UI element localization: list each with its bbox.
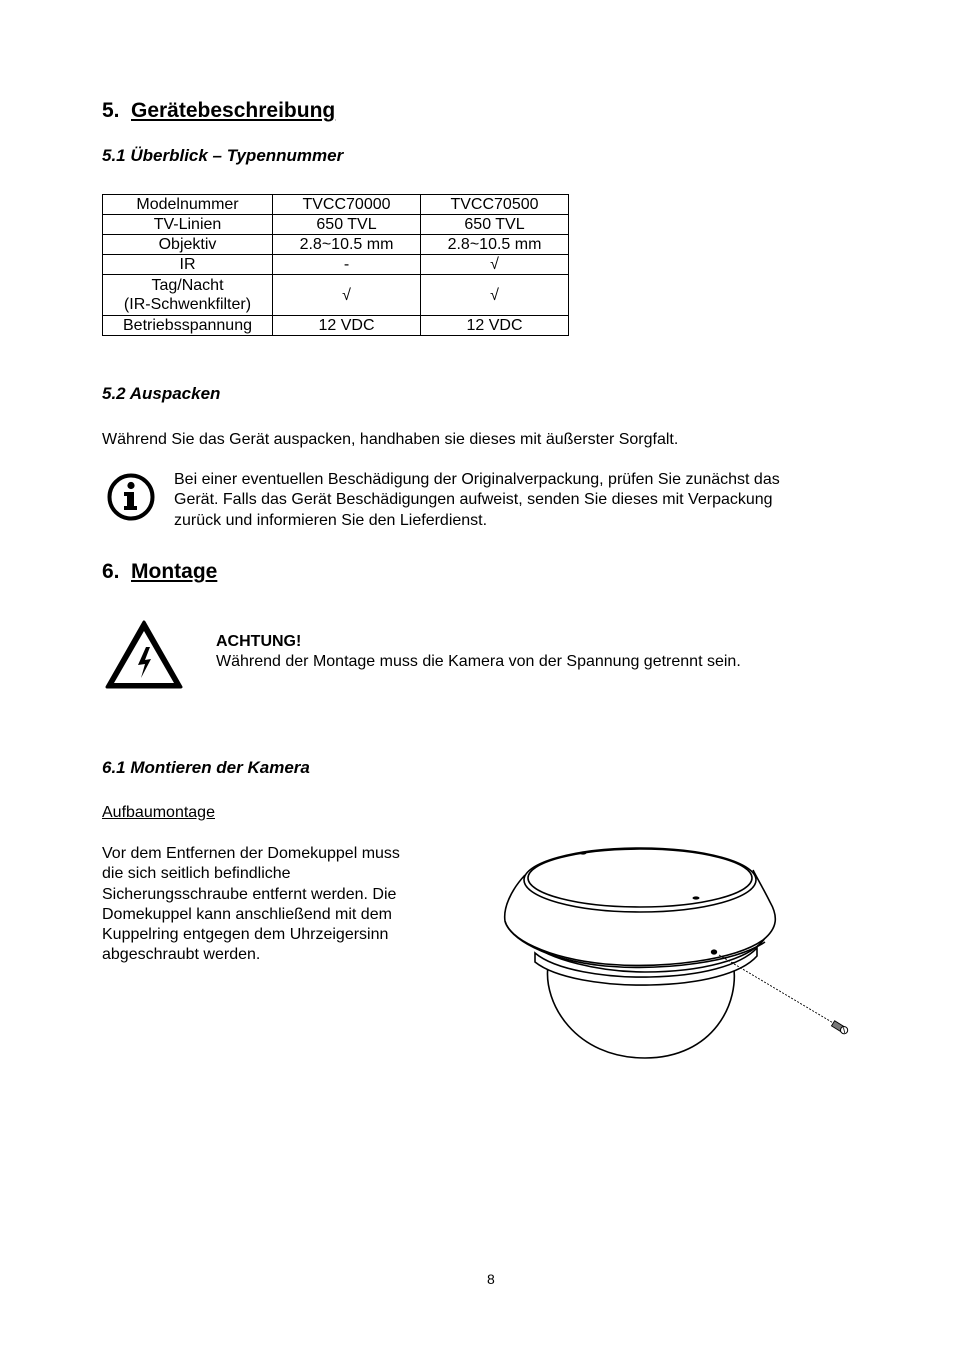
mounting-text-line: Sicherungsschraube entfernt werden. Die: [102, 885, 397, 903]
mounting-text-line: abgeschraubt werden.: [102, 946, 261, 964]
table-cell-line: Tag/Nacht: [151, 277, 224, 294]
table-cell: IR: [103, 255, 273, 275]
table-row: [103, 255, 569, 275]
mounting-text-line: Domekuppel kann anschließend mit dem: [102, 905, 392, 923]
table-cell: 2.8~10.5 mm: [421, 235, 569, 255]
unpacking-text: Während Sie das Gerät auspacken, handhaben sie dieses mit äußerster Sorgfalt.: [102, 431, 679, 448]
table-row: [103, 275, 569, 316]
info-note: [174, 470, 780, 531]
table-row: [103, 195, 569, 215]
table-cell: -: [273, 255, 421, 275]
info-note-line: Bei einer eventuellen Beschädigung der Originalverpackung, prüfen Sie zunächst das: [174, 471, 780, 488]
table-cell: 12 VDC: [421, 316, 569, 336]
table-row: [103, 215, 569, 235]
section-6-heading: [102, 560, 217, 584]
section-6-1-heading: 6.1 Montieren der Kamera: [102, 758, 310, 777]
mounting-text: [102, 844, 400, 966]
warning-title: ACHTUNG!: [216, 633, 302, 650]
warning-block: [216, 632, 741, 673]
info-icon: [106, 472, 156, 522]
table-cell: 2.8~10.5 mm: [273, 235, 421, 255]
high-voltage-warning-icon: [104, 618, 184, 690]
table-cell: Modelnummer: [103, 195, 273, 215]
surface-mount-subheading: Aufbaumontage: [102, 804, 215, 821]
mounting-text-line: Vor dem Entfernen der Domekuppel muss: [102, 845, 400, 862]
table-cell: 650 TVL: [421, 215, 569, 235]
table-cell: √: [421, 275, 569, 316]
table-cell: [103, 275, 273, 316]
info-note-line: zurück und informieren Sie den Lieferdienst.: [174, 511, 488, 529]
table-row: [103, 235, 569, 255]
table-cell: TVCC70500: [421, 195, 569, 215]
section-5-number: 5.: [102, 99, 120, 122]
section-5-2-heading: 5.2 Auspacken: [102, 384, 221, 403]
section-5-1-heading: 5.1 Überblick – Typennummer: [102, 146, 344, 165]
info-note-line: Gerät. Falls das Gerät Beschädigungen aufweist, senden Sie dieses mit Verpackung: [174, 491, 773, 509]
section-5-heading: [102, 99, 335, 123]
table-cell: √: [273, 275, 421, 316]
warning-text: Während der Montage muss die Kamera von der Spannung getrennt sein.: [216, 653, 741, 671]
section-6-title: Montage: [131, 560, 218, 583]
table-cell-line: (IR-Schwenkfilter): [123, 296, 252, 313]
table-cell: 650 TVL: [273, 215, 421, 235]
table-cell: TVCC70000: [273, 195, 421, 215]
table-row: [103, 316, 569, 336]
mounting-text-line: Kuppelring entgegen dem Uhrzeigersinn: [102, 926, 389, 944]
mounting-text-line: die sich seitlich befindliche: [102, 865, 291, 883]
dome-camera-illustration: [495, 838, 860, 1068]
section-6-number: 6.: [102, 560, 120, 583]
spec-table: [102, 194, 569, 336]
page-number: 8: [487, 1271, 495, 1287]
table-cell: TV-Linien: [103, 215, 273, 235]
table-cell: √: [421, 255, 569, 275]
table-cell: Objektiv: [103, 235, 273, 255]
table-cell: 12 VDC: [273, 316, 421, 336]
section-5-title: Gerätebeschreibung: [131, 99, 336, 122]
table-cell: Betriebsspannung: [103, 316, 273, 336]
